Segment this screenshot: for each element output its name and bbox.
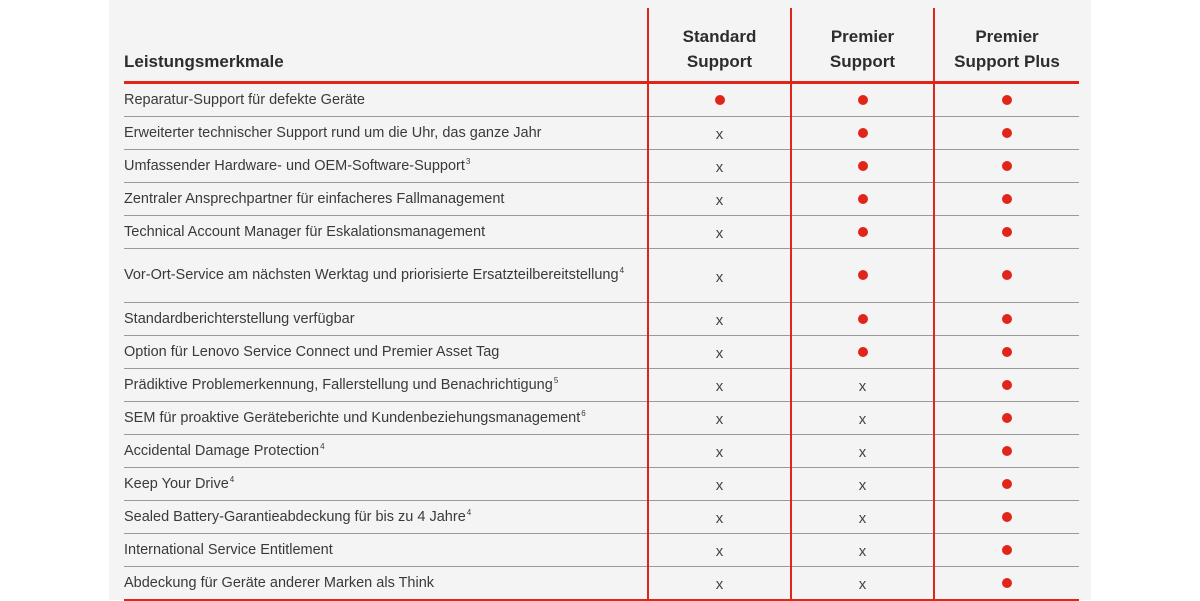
included-dot-icon <box>1002 578 1012 588</box>
not-included-x-icon: x <box>715 345 724 363</box>
standard-cell <box>648 501 791 534</box>
premier-support-plus-header <box>934 8 1079 83</box>
included-dot-icon <box>1002 314 1012 324</box>
included-dot-icon <box>1002 446 1012 456</box>
premier-plus-cell <box>934 117 1079 150</box>
standard-cell <box>648 468 791 501</box>
footnote-marker: 4 <box>619 266 625 276</box>
feature-cell <box>124 369 648 402</box>
premier-cell <box>791 534 934 567</box>
footnote-marker: 4 <box>320 441 325 451</box>
feature-label: Standardberichterstellung verfügbar <box>124 310 355 327</box>
not-included-x-icon: x <box>715 543 724 561</box>
premier-support-header <box>791 8 934 83</box>
included-dot-icon <box>1002 227 1012 237</box>
premier-cell <box>791 183 934 216</box>
included-dot-icon <box>1002 512 1012 522</box>
feature-label: Vor-Ort-Service am nächsten Werktag und priorisierte Ersatzteilbereitstellung <box>124 267 619 283</box>
table-row <box>124 216 1079 249</box>
premier-cell <box>791 402 934 435</box>
feature-cell <box>124 336 648 369</box>
included-dot-icon <box>858 128 868 138</box>
table-row <box>124 336 1079 369</box>
feature-label: Keep Your Drive <box>124 475 229 492</box>
premier-plus-cell <box>934 183 1079 216</box>
not-included-x-icon: x <box>715 411 724 429</box>
premier-plus-cell <box>934 83 1079 117</box>
standard-support-header <box>648 8 791 83</box>
plan-header-line: Standard <box>682 27 757 46</box>
plan-header-line: Premier <box>975 27 1039 46</box>
included-dot-icon <box>858 314 868 324</box>
footnote-marker: 3 <box>465 156 471 166</box>
not-included-x-icon: x <box>715 126 724 144</box>
included-dot-icon <box>715 95 725 105</box>
not-included-x-icon: x <box>858 510 867 528</box>
feature-label: SEM für proaktive Geräteberichte und Kundenbeziehungsmanagement <box>124 409 581 426</box>
not-included-x-icon: x <box>715 268 724 286</box>
premier-cell <box>791 249 934 303</box>
premier-plus-cell <box>934 501 1079 534</box>
feature-cell <box>124 402 648 435</box>
included-dot-icon <box>1002 194 1012 204</box>
footnote-marker: 5 <box>553 375 559 385</box>
premier-plus-cell <box>934 468 1079 501</box>
premier-plus-cell <box>934 534 1079 567</box>
feature-cell <box>124 468 648 501</box>
table-row <box>124 150 1079 183</box>
included-dot-icon <box>1002 161 1012 171</box>
support-comparison-table <box>124 8 1079 601</box>
premier-cell <box>791 468 934 501</box>
feature-cell <box>124 249 648 303</box>
premier-plus-cell <box>934 303 1079 336</box>
not-included-x-icon: x <box>858 576 867 594</box>
included-dot-icon <box>1002 128 1012 138</box>
premier-plus-cell <box>934 249 1079 303</box>
included-dot-icon <box>1002 545 1012 555</box>
feature-label: Erweiterter technischer Support rund um die Uhr, das ganze Jahr <box>124 124 542 141</box>
not-included-x-icon: x <box>715 510 724 528</box>
table-row <box>124 402 1079 435</box>
feature-cell <box>124 303 648 336</box>
premier-plus-cell <box>934 216 1079 249</box>
premier-plus-cell <box>934 369 1079 402</box>
included-dot-icon <box>1002 95 1012 105</box>
table-row <box>124 303 1079 336</box>
plan-header-line: Support <box>829 52 896 71</box>
feature-label: Reparatur-Support für defekte Geräte <box>124 91 365 108</box>
not-included-x-icon: x <box>715 225 724 243</box>
feature-cell <box>124 534 648 567</box>
standard-cell <box>648 183 791 216</box>
standard-cell <box>648 534 791 567</box>
premier-plus-cell <box>934 150 1079 183</box>
standard-cell <box>648 435 791 468</box>
table-row <box>124 117 1079 150</box>
standard-cell <box>648 369 791 402</box>
standard-cell <box>648 249 791 303</box>
premier-cell <box>791 83 934 117</box>
included-dot-icon <box>858 194 868 204</box>
not-included-x-icon: x <box>858 477 867 495</box>
premier-plus-cell <box>934 336 1079 369</box>
table-row <box>124 183 1079 216</box>
included-dot-icon <box>858 161 868 171</box>
premier-cell <box>791 336 934 369</box>
premier-cell <box>791 567 934 601</box>
not-included-x-icon: x <box>715 444 724 462</box>
table-row <box>124 468 1079 501</box>
not-included-x-icon: x <box>858 543 867 561</box>
footnote-marker: 4 <box>229 474 235 484</box>
standard-cell <box>648 303 791 336</box>
plan-header-line: Support <box>686 52 753 71</box>
feature-label: Sealed Battery-Garantieabdeckung für bis zu 4 Jahre <box>124 508 466 525</box>
feature-cell <box>124 150 648 183</box>
table-row <box>124 567 1079 601</box>
standard-cell <box>648 567 791 601</box>
feature-cell <box>124 183 648 216</box>
feature-label: Accidental Damage Protection <box>124 442 320 459</box>
table-row <box>124 83 1079 117</box>
not-included-x-icon: x <box>858 378 867 396</box>
premier-plus-cell <box>934 567 1079 601</box>
standard-cell <box>648 216 791 249</box>
premier-cell <box>791 117 934 150</box>
not-included-x-icon: x <box>858 444 867 462</box>
table-row <box>124 501 1079 534</box>
feature-label: Option für Lenovo Service Connect und Premier Asset Tag <box>124 343 500 360</box>
not-included-x-icon: x <box>858 411 867 429</box>
premier-plus-cell <box>934 435 1079 468</box>
premier-cell <box>791 216 934 249</box>
footnote-marker: 6 <box>581 408 586 418</box>
feature-label: Zentraler Ansprechpartner für einfacheres Fallmanagement <box>124 190 505 207</box>
plan-header-line: Premier <box>830 27 895 46</box>
standard-cell <box>648 402 791 435</box>
premier-cell <box>791 150 934 183</box>
not-included-x-icon: x <box>715 159 724 177</box>
feature-cell <box>124 435 648 468</box>
included-dot-icon <box>1002 479 1012 489</box>
not-included-x-icon: x <box>715 378 724 396</box>
table-row <box>124 534 1079 567</box>
included-dot-icon <box>1002 413 1012 423</box>
feature-label: Abdeckung für Geräte anderer Marken als Think <box>124 574 435 591</box>
included-dot-icon <box>858 227 868 237</box>
premier-cell <box>791 435 934 468</box>
feature-label: International Service Entitlement <box>124 541 333 558</box>
not-included-x-icon: x <box>715 477 724 495</box>
plan-header-line: Support Plus <box>954 52 1060 71</box>
table-row <box>124 435 1079 468</box>
premier-cell <box>791 369 934 402</box>
included-dot-icon <box>858 270 868 280</box>
feature-cell <box>124 117 648 150</box>
not-included-x-icon: x <box>715 312 724 330</box>
feature-cell <box>124 216 648 249</box>
not-included-x-icon: x <box>715 576 724 594</box>
feature-label: Technical Account Manager für Eskalationsmanagement <box>124 223 486 240</box>
standard-cell <box>648 117 791 150</box>
footnote-marker: 4 <box>466 507 472 517</box>
included-dot-icon <box>858 95 868 105</box>
table-body <box>124 83 1079 601</box>
standard-cell <box>648 336 791 369</box>
table-row <box>124 369 1079 402</box>
premier-plus-cell <box>934 402 1079 435</box>
feature-label: Prädiktive Problemerkennung, Fallerstellung und Benachrichtigung <box>124 376 553 393</box>
included-dot-icon <box>1002 270 1012 280</box>
feature-column-header: Leistungsmerkmale <box>124 8 648 83</box>
premier-cell <box>791 303 934 336</box>
feature-cell <box>124 501 648 534</box>
standard-cell <box>648 150 791 183</box>
feature-cell <box>124 83 648 117</box>
included-dot-icon <box>858 347 868 357</box>
not-included-x-icon: x <box>715 192 724 210</box>
feature-label: Umfassender Hardware- und OEM-Software-Support <box>124 157 465 174</box>
included-dot-icon <box>1002 380 1012 390</box>
premier-cell <box>791 501 934 534</box>
table-row <box>124 249 1079 303</box>
feature-cell <box>124 567 648 601</box>
comparison-panel <box>109 0 1091 600</box>
standard-cell <box>648 83 791 117</box>
included-dot-icon <box>1002 347 1012 357</box>
table-header-row <box>124 8 1079 83</box>
